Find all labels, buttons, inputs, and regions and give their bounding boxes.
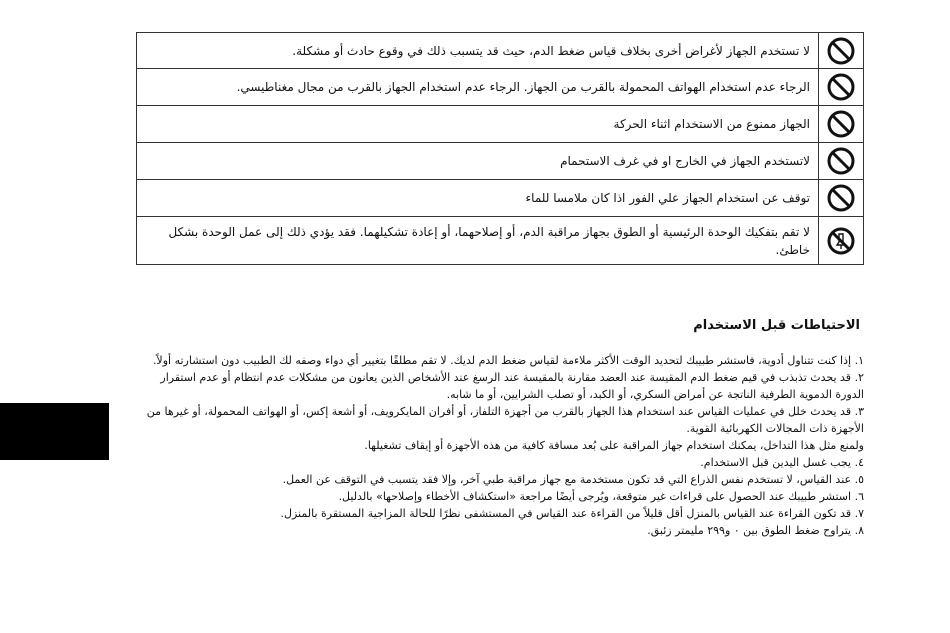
precaution-item: ٤. يجب غسل اليدين قبل الاستخدام. <box>700 456 864 469</box>
page-side-tab <box>0 403 109 460</box>
warnings-table <box>136 32 864 265</box>
warning-text: الجهاز ممنوع من الاستخدام اثناء الحركة <box>137 106 819 143</box>
prohibition-icon <box>826 183 856 213</box>
warning-icon-cell <box>819 180 864 217</box>
warning-icon-cell <box>819 33 864 69</box>
warning-row <box>137 143 864 180</box>
warning-row <box>137 180 864 217</box>
prohibition-icon <box>826 146 856 176</box>
precaution-item: ٦. استشر طبيبك عند الحصول على قراءات غير متوقعة، ويُرجى أيضًا مراجعة «استكشاف الأخطاء وإصلاحها» بالدليل. <box>338 490 864 503</box>
precaution-item: ٢. قد يحدث تذبذب في قيم ضغط الدم المقيسة عند العضد مقارنة بالمقيسة عند الرسغ عند الأشخاص الذين يعانون من مشكلات عدم انتظام أو عدم استقرار الدورة الدموية الطرفية الناتجة عن أمراض السكري، أو الكبد، أو تصلب الشرايين، أو ما شابه. <box>160 371 864 401</box>
warning-row <box>137 69 864 106</box>
warning-row <box>137 106 864 143</box>
warning-row <box>137 33 864 69</box>
warning-text: توقف عن استخدام الجهاز علي الفور اذا كان ملامسا للماء <box>137 180 819 217</box>
precautions-list <box>136 352 864 539</box>
warning-text: الرجاء عدم استخدام الهواتف المحمولة بالقرب من الجهاز. الرجاء عدم استخدام الجهاز بالقرب من مجال مغناطيسي. <box>137 69 819 106</box>
no-disassembly-icon <box>826 226 856 256</box>
precautions-title: الاحتياطات قبل الاستخدام <box>693 318 860 333</box>
warning-icon-cell <box>819 217 864 265</box>
warning-row <box>137 217 864 265</box>
prohibition-icon <box>826 36 856 66</box>
precaution-item: ٥. عند القياس، لا تستخدم نفس الذراع التي قد تكون مستخدمة مع جهاز مراقبة طبي آخر، وإلا فقد يتسبب في التوقف عن العمل. <box>282 473 864 486</box>
warning-text: لا تستخدم الجهاز لأغراض أخرى بخلاف قياس ضغط الدم، حيث قد يتسبب ذلك في وقوع حادث أو مشكلة. <box>137 33 819 69</box>
precaution-item: ولمنع مثل هذا التداخل، يمكنك استخدام جهاز المراقبة على بُعد مسافة كافية من هذه الأجهزة أو إيقاف تشغيلها. <box>364 439 864 452</box>
warning-icon-cell <box>819 69 864 106</box>
warning-text: لا تقم بتفكيك الوحدة الرئيسية أو الطوق بجهاز مراقبة الدم، أو إصلاحهما، أو إعادة تشكيلهما. فقد يؤدي ذلك إلى عمل الوحدة بشكل خاطئ. <box>137 217 819 265</box>
warning-icon-cell <box>819 143 864 180</box>
warning-icon-cell <box>819 106 864 143</box>
precaution-item: ٨. يتراوح ضغط الطوق بين ٠ و٢٩٩ مليمتر زئبق. <box>647 524 864 537</box>
precaution-item: ٣. قد يحدث خلل في عمليات القياس عند استخدام هذا الجهاز بالقرب من أجهزة التلفاز، أو أفران المايكرويف، أو أشعة إكس، أو الهواتف المحمولة، أو غيرها من الأجهزة ذات المجالات الكهربائية القوية. <box>146 405 864 435</box>
warning-text: لاتستخدم الجهاز في الخارج او في غرف الاستحمام <box>137 143 819 180</box>
prohibition-icon <box>826 72 856 102</box>
precaution-item: ١. إذا كنت تتناول أدوية، فاستشر طبيبك لتحديد الوقت الأكثر ملاءمة لقياس ضغط الدم لديك. لا تقم مطلقًا بتغيير أي دواء وصفه لك الطبيب دون استشارته أولاً. <box>152 354 864 367</box>
precaution-item: ٧. قد تكون القراءة عند القياس بالمنزل أقل قليلاً من القراءة عند القياس في المستشفى نظرًا للحالة المزاجية المستقرة بالمنزل. <box>280 507 864 520</box>
prohibition-icon <box>826 109 856 139</box>
